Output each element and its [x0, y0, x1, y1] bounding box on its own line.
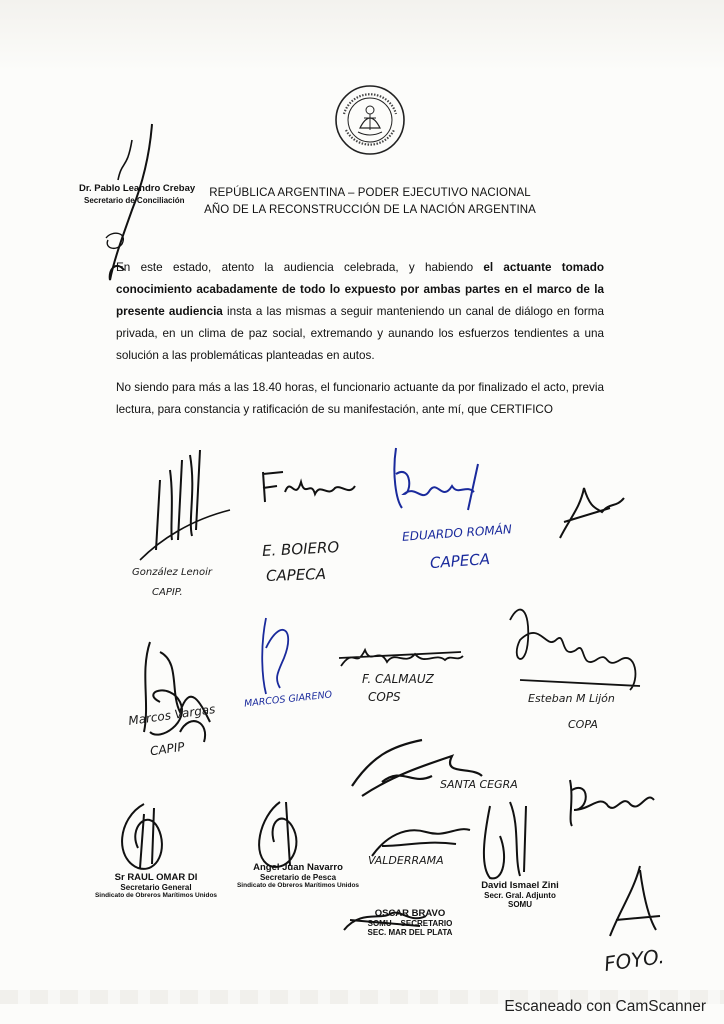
handwritten-foyo: FOYO.: [602, 943, 666, 977]
handwritten-valderrama: VALDERRAMA: [368, 854, 444, 867]
handwritten-boiero: E. BOIERO: [261, 537, 340, 561]
stamp-navarro-union: Sindicato de Obreros Marítimos Unidos: [236, 882, 360, 889]
stamp-navarro-title: Secretario de Pesca: [259, 873, 337, 882]
body-paragraph-2: No siendo para más a las 18.40 horas, el funcionario actuante da por finalizado el acto, previa lectura, para constancia y ratificación de su manifestación, ante mí, que CERTIFICO: [116, 381, 604, 416]
handwritten-lijon: Esteban M Lijón: [528, 692, 615, 705]
handwritten-giareno: MARCOS GIARENO: [243, 689, 333, 710]
handwritten-cops: COPS: [368, 690, 401, 704]
bleed-through-area: [0, 0, 724, 72]
signature-boiero: [255, 462, 365, 512]
secretary-name: Dr. Pablo Leandro Crebay: [79, 183, 196, 194]
stamp-zini-union: SOMU: [508, 900, 532, 909]
signature-santacegra: [342, 726, 512, 806]
body-paragraph-1: [116, 257, 604, 367]
signature-right-row-3: [560, 770, 660, 830]
stamp-zini-name: David Ismael Zini: [481, 880, 559, 891]
signature-bottom-right: [600, 860, 670, 940]
ministry-seal-icon: [334, 84, 406, 156]
handwritten-capip-2: CAPIP: [149, 739, 186, 759]
paragraph-1-part-a: En este estado, atento la audiencia celebrada, y habiendo: [116, 261, 484, 274]
stamp-raul-name: Sr RAUL OMAR DI: [114, 872, 198, 883]
stamp-mdp-title: SOMU – SECRETARIO: [367, 919, 453, 928]
handwritten-copa: COPA: [568, 718, 598, 731]
handwritten-santacegra: SANTA CEGRA: [440, 778, 518, 791]
handwritten-calmauz: F. CALMAUZ: [362, 672, 434, 686]
stamp-zini-title: Secr. Gral. Adjunto: [484, 891, 556, 900]
signature-gonzalez: [130, 440, 240, 570]
handwritten-signer-row-2: Marcos Vargas: [127, 701, 217, 729]
handwritten-roman: EDUARDO ROMÁN: [401, 522, 513, 544]
stamp-navarro: [228, 862, 368, 889]
handwritten-capeca-2: CAPECA: [429, 549, 491, 573]
stamp-navarro-name: Angel Juan Navarro: [253, 862, 343, 873]
handwritten-capeca-1: CAPECA: [265, 564, 327, 586]
header-line-2: AÑO DE LA RECONSTRUCCIÓN DE LA NACIÓN ARGENTINA: [204, 204, 536, 216]
signature-lijon: [500, 590, 650, 700]
signature-giareno: [250, 608, 300, 698]
header-line-1: REPÚBLICA ARGENTINA – PODER EJECUTIVO NACIONAL: [209, 187, 531, 199]
stamp-raul-title: Secretario General: [120, 883, 192, 892]
stamp-mdp-place: SEC. MAR DEL PLATA: [367, 928, 453, 937]
signature-zini: [470, 796, 540, 886]
stamp-mdp-name: OSCAR BRAVO: [374, 908, 446, 919]
stamp-mdp: [340, 908, 480, 937]
paragraph-1-part-c: insta a las mismas a seguir manteniendo un canal de diálogo en forma privada, en un clima de paz social, extremando y aunando los esfuerzos tendientes a una solución a las problemáticas planteadas en autos.: [116, 305, 604, 362]
signature-calmauz: [335, 636, 465, 676]
handwritten-capip-1: CAPIP.: [152, 587, 183, 598]
stamp-zini: [460, 880, 580, 909]
handwritten-gonzalez: González Lenoir: [132, 567, 213, 578]
camscanner-footer: Escaneado con CamScanner: [504, 998, 706, 1015]
signature-raul: [108, 798, 178, 878]
paragraph-1-bold: el actuante tomado conocimiento acabadamente de todo lo expuesto por ambas partes en el marco de la presente audiencia: [116, 261, 604, 318]
signature-right-row-1: [550, 478, 640, 548]
signature-roman: [382, 444, 492, 514]
stamp-raul-union: Sindicato de Obreros Marítimos Unidos: [94, 892, 218, 899]
stamp-raul: [86, 872, 226, 899]
secretary-title: Secretario de Conciliación: [84, 196, 185, 205]
